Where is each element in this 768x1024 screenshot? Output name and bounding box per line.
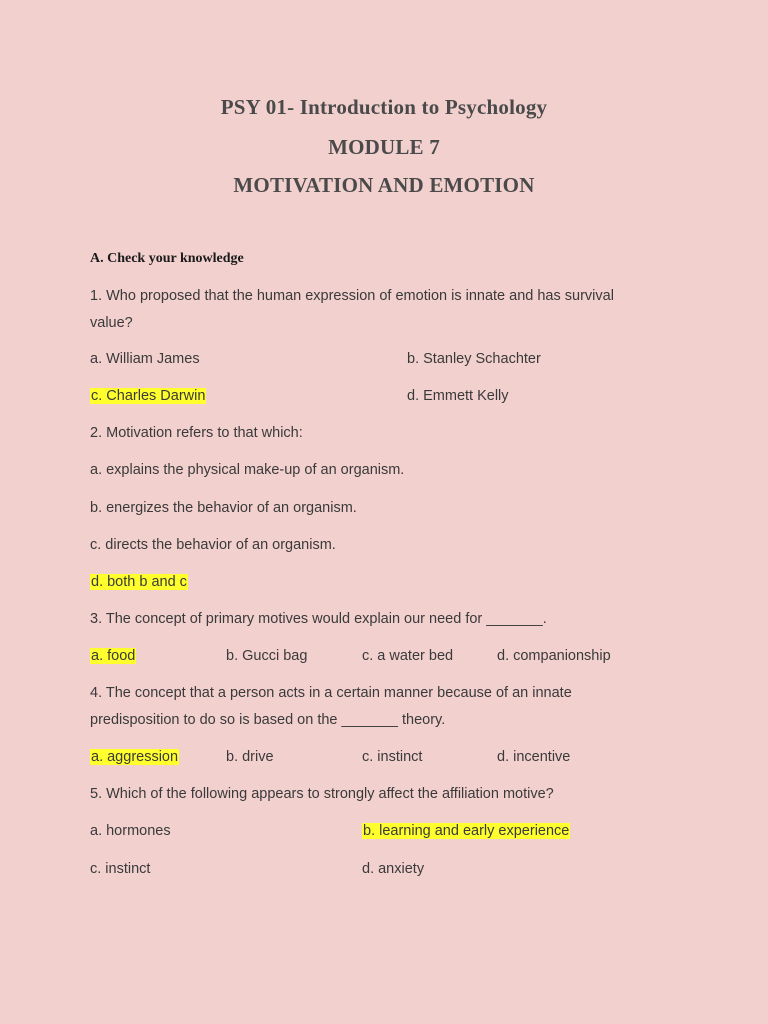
q4-option-a-highlighted: a. aggression: [91, 749, 179, 765]
q1-option-d: d. Emmett Kelly: [407, 388, 509, 404]
q2-option-d-highlighted: d. both b and c: [91, 574, 187, 590]
q1-option-c-highlighted: c. Charles Darwin: [91, 388, 206, 404]
q5-option-b-highlighted: b. learning and early experience: [363, 823, 570, 839]
q5-option-d: d. anxiety: [362, 861, 425, 877]
topic-title: MOTIVATION AND EMOTION: [233, 173, 535, 197]
section-heading: A. Check your knowledge: [90, 251, 244, 266]
q4-option-b: b. drive: [226, 749, 274, 765]
q3-option-c: c. a water bed: [362, 648, 454, 664]
q1-option-b: b. Stanley Schachter: [407, 351, 541, 367]
q5-option-c: c. instinct: [90, 861, 151, 877]
q5-option-a: a. hormones: [90, 823, 171, 839]
q4-option-c: c. instinct: [362, 749, 423, 765]
question-5-text: 5. Which of the following appears to strongly affect the affiliation motive?: [90, 786, 554, 802]
q4-option-d: d. incentive: [497, 749, 571, 765]
question-1-text: 1. Who proposed that the human expression of emotion is innate and has survival: [90, 288, 614, 304]
question-1-text-cont: value?: [90, 315, 133, 331]
question-4-text-cont: predisposition to do so is based on the _______ theory.: [90, 712, 446, 728]
question-4-text: 4. The concept that a person acts in a certain manner because of an innate: [90, 685, 572, 701]
question-3-text: 3. The concept of primary motives would explain our need for _______.: [90, 611, 547, 627]
q1-option-a: a. William James: [90, 351, 200, 367]
q3-option-a-highlighted: a. food: [91, 648, 136, 664]
module-title: MODULE 7: [328, 135, 440, 159]
q2-option-c: c. directs the behavior of an organism.: [90, 537, 336, 553]
question-2-text: 2. Motivation refers to that which:: [90, 425, 303, 441]
q3-option-d: d. companionship: [497, 648, 611, 664]
q2-option-a: a. explains the physical make-up of an organism.: [90, 462, 405, 478]
q3-option-b: b. Gucci bag: [226, 648, 308, 664]
course-title: PSY 01- Introduction to Psychology: [220, 95, 548, 119]
q2-option-b: b. energizes the behavior of an organism.: [90, 500, 357, 516]
